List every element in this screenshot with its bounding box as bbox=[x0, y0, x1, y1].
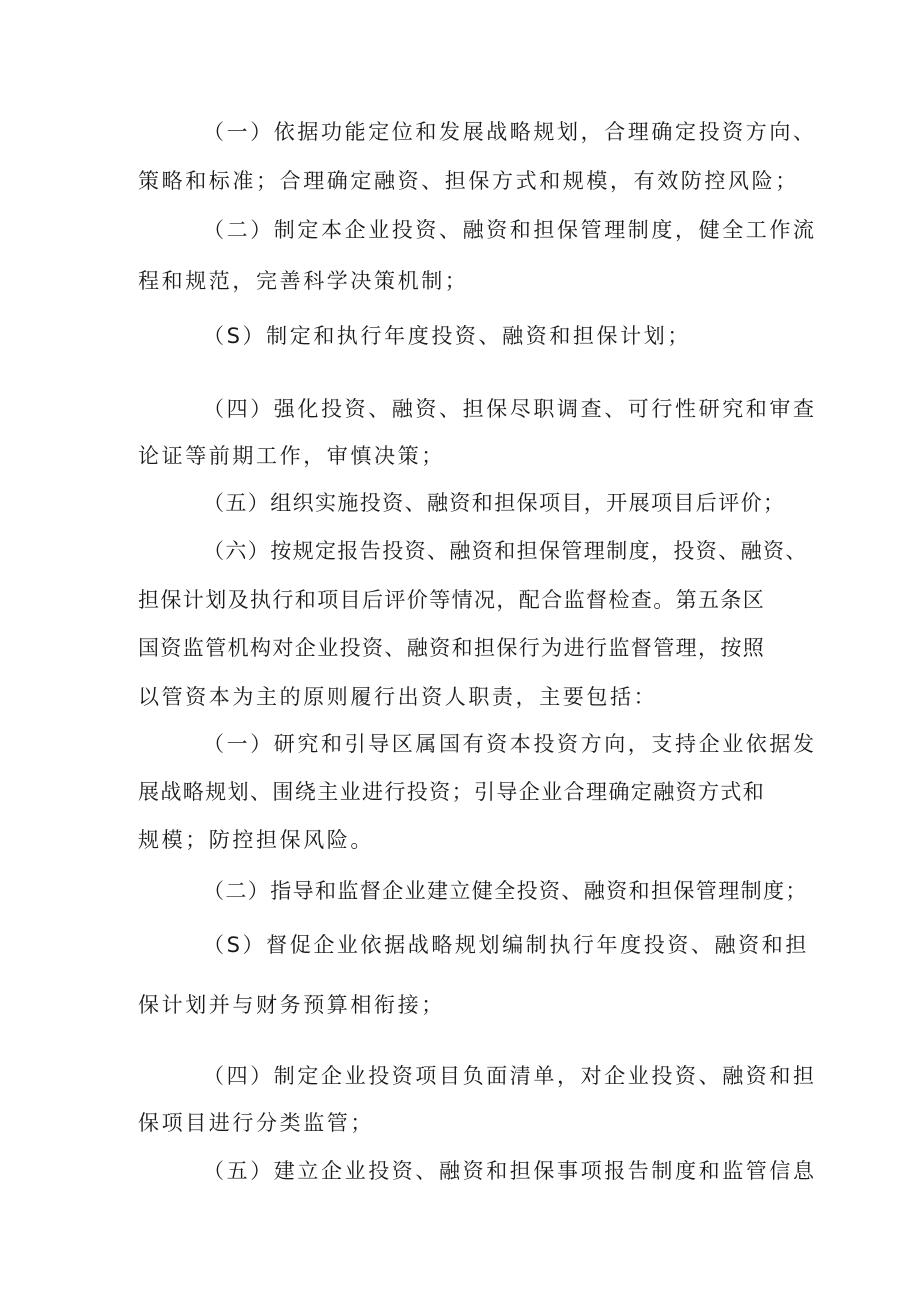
text-line: （二）制定本企业投资、融资和担保管理制度，健全工作流 bbox=[203, 218, 817, 242]
text-line: 保项目进行分类监管； bbox=[138, 1111, 374, 1135]
text-line: 论证等前期工作，审慎决策； bbox=[138, 444, 445, 468]
text-line: （S）督促企业依据战略规划编制执行年度投资、融资和担 bbox=[203, 933, 809, 957]
text-line: （六）按规定报告投资、融资和担保管理制度，投资、融资、 bbox=[203, 539, 808, 563]
text-line: （四）制定企业投资项目负面清单，对企业投资、融资和担 bbox=[203, 1064, 817, 1088]
text-line: 展战略规划、围绕主业进行投资；引导企业合理确定融资方式和 bbox=[138, 780, 766, 804]
text-line: 规模；防控担保风险。 bbox=[138, 828, 374, 852]
text-line: 保计划并与财务预算相衔接； bbox=[138, 993, 445, 1017]
text-line: 策略和标准；合理确定融资、担保方式和规模，有效防控风险； bbox=[138, 169, 799, 193]
text-line: 国资监管机构对企业投资、融资和担保行为进行监督管理，按照 bbox=[138, 636, 766, 660]
text-line: （S）制定和执行年度投资、融资和担保计划； bbox=[203, 324, 691, 348]
text-line: （一）依据功能定位和发展战略规划，合理确定投资方向、 bbox=[203, 120, 817, 144]
text-line: （五）组织实施投资、融资和担保项目，开展项目后评价； bbox=[203, 491, 786, 515]
text-line: （四）强化投资、融资、担保尽职调查、可行性研究和审查 bbox=[203, 397, 817, 421]
text-line: 程和规范，完善科学决策机制； bbox=[138, 269, 469, 293]
text-line: （五）建立企业投资、融资和担保事项报告制度和监管信息 bbox=[203, 1159, 817, 1183]
text-line: 担保计划及执行和项目后评价等情况，配合监督检查。第五条区 bbox=[138, 588, 766, 612]
text-line: （一）研究和引导区属国有资本投资方向，支持企业依据发 bbox=[203, 732, 817, 756]
text-line: 以管资本为主的原则履行出资人职责，主要包括： bbox=[138, 685, 658, 709]
text-line: （二）指导和监督企业建立健全投资、融资和担保管理制度； bbox=[203, 879, 808, 903]
